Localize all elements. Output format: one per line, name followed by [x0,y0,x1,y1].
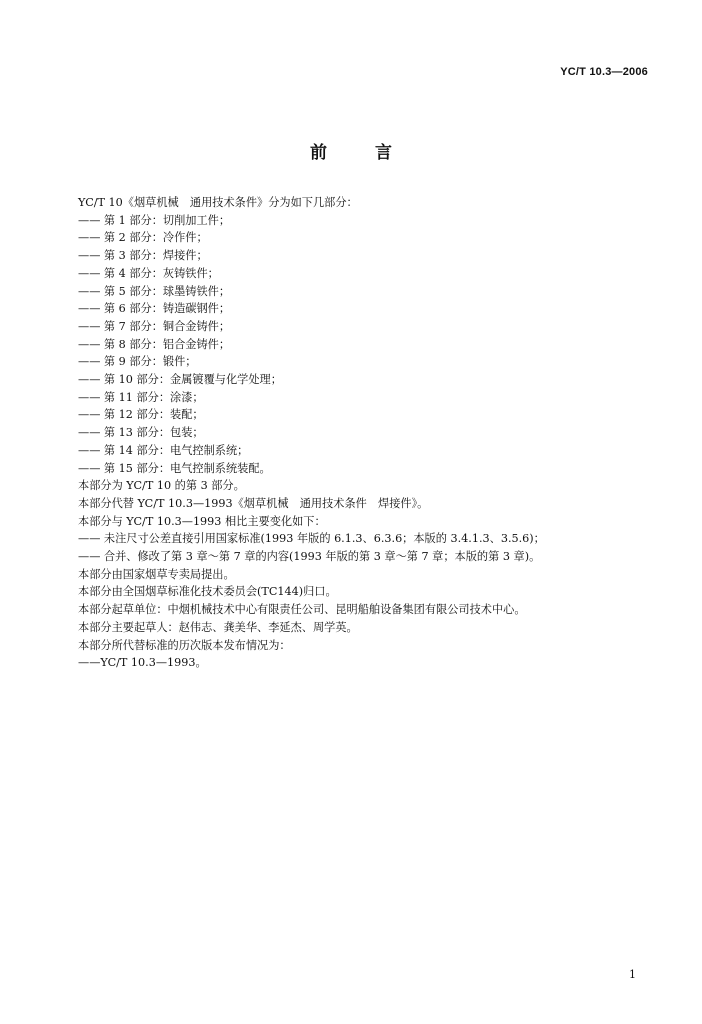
paragraph: 本部分代替 YC/T 10.3—1993《烟草机械 通用技术条件 焊接件》。 [78,496,429,510]
paragraph: 本部分由国家烟草专卖局提出。 [78,567,235,581]
list-item: —— 第 5 部分：球墨铸铁件； [78,284,231,298]
paragraph: 本部分主要起草人：赵伟志、龚美华、李延杰、周学英。 [78,620,358,634]
list-item: —— 第 8 部分：铝合金铸件； [78,337,231,351]
standard-code: YC/T 10.3—2006 [560,66,648,78]
list-item: —— 第 1 部分：切削加工件； [78,213,231,227]
list-item: —— 第 6 部分：铸造碳钢件； [78,302,231,316]
list-item: —— 第 9 部分：锻件； [78,355,197,369]
title-char-2: 言 [375,143,392,163]
intro-line: YC/T 10《烟草机械 通用技术条件》分为如下几部分： [78,196,358,209]
change-item: —— 合并、修改了第 3 章～第 7 章的内容(1993 年版的第 3 章～第 7 章；本版的第 3 章)。 [78,550,541,564]
list-item: —— 第 15 部分：电气控制系统装配。 [78,461,271,475]
paragraph: 本部分为 YC/T 10 的第 3 部分。 [78,479,245,493]
paragraph: 本部分起草单位：中烟机械技术中心有限责任公司、昆明船舶设备集团有限公司技术中心。 [78,603,526,617]
paragraph: 本部分所代替标准的历次版本发布情况为： [78,638,291,652]
list-item: —— 第 12 部分：装配； [78,408,204,422]
list-item: —— 第 3 部分：焊接件； [78,249,208,263]
list-item: —— 第 13 部分：包装； [78,426,204,440]
list-item: —— 第 14 部分：电气控制系统； [78,443,249,457]
list-item: —— 第 2 部分：冷作件； [78,231,208,245]
history-item: ——YC/T 10.3—1993。 [78,656,207,670]
paragraph: 本部分由全国烟草标准化技术委员会(TC144)归口。 [78,585,337,599]
change-item: —— 未注尺寸公差直接引用国家标准(1993 年版的 6.1.3、6.3.6；本版的 3.4.1.3、3.5.6)； [78,532,545,546]
list-item: —— 第 10 部分：金属镀覆与化学处理； [78,373,282,387]
list-item: —— 第 7 部分：铜合金铸件； [78,319,231,333]
foreword-body [78,194,658,672]
title-char-1: 前 [310,143,327,163]
paragraph: 本部分与 YC/T 10.3—1993 相比主要变化如下： [78,514,326,528]
page-number: 1 [629,968,636,981]
list-item: —— 第 11 部分：涂漆； [78,390,204,404]
list-item: —— 第 4 部分：灰铸铁件； [78,266,219,280]
page-title [0,138,702,163]
